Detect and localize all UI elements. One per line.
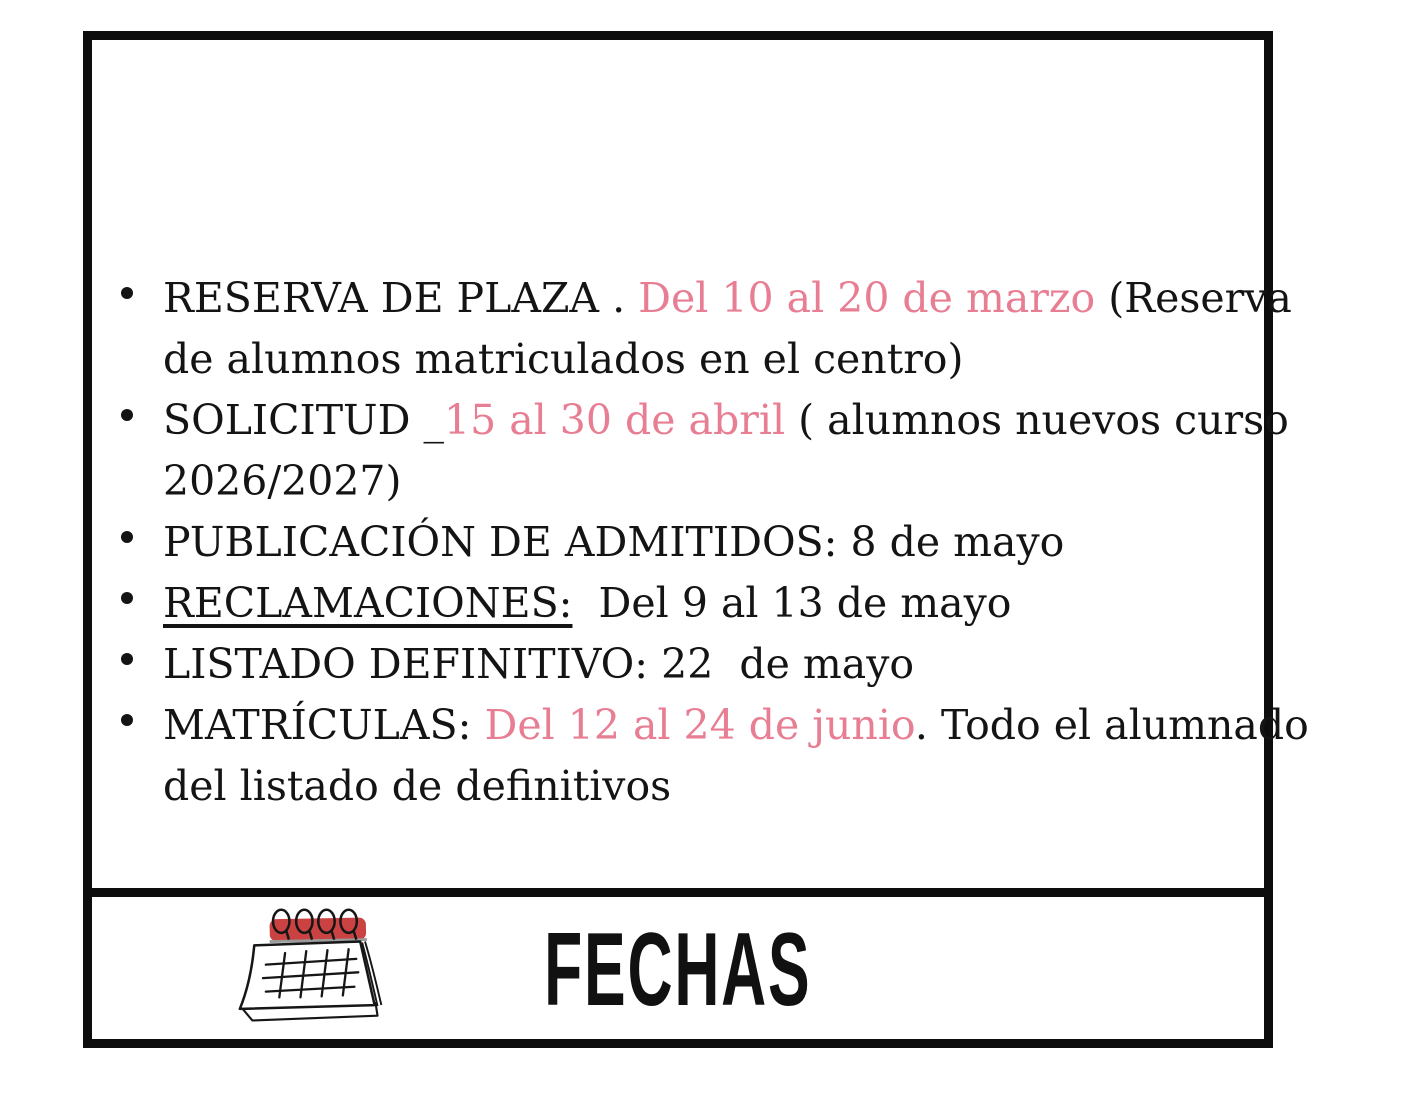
date-text-segment: . Todo el alumnado [914, 701, 1309, 749]
bullet-dot [121, 653, 133, 665]
list-item [92, 573, 1264, 634]
date-text-line [163, 756, 1264, 817]
bullet-dot [121, 531, 133, 543]
date-text-segment: LISTADO DEFINITIVO: 22 de mayo [163, 640, 915, 688]
list-item [92, 268, 1292, 390]
date-text-segment: RESERVA DE PLAZA . [163, 274, 639, 322]
date-text-segment: Del 9 al 13 de mayo [572, 579, 1012, 627]
date-text-line [163, 390, 1289, 451]
date-text-segment: PUBLICACIÓN DE ADMITIDOS: 8 de mayo [163, 518, 1065, 566]
date-text-line [163, 268, 1292, 329]
bullet-dot [121, 592, 133, 604]
footer-banner [83, 888, 1273, 1048]
date-text-segment: ( alumnos nuevos curso [785, 396, 1289, 444]
date-text-segment: MATRÍCULAS: [163, 701, 485, 749]
bullet-dot [121, 714, 133, 726]
footer-title: FECHAS [544, 911, 812, 1028]
list-item [92, 512, 1264, 573]
date-text-line [163, 451, 1264, 512]
date-text-segment: Del 12 al 24 de junio [484, 701, 915, 749]
date-text-segment: 15 al 30 de abril [444, 396, 786, 444]
dates-panel [83, 31, 1309, 897]
bullet-dot [121, 409, 133, 421]
calendar-icon [228, 903, 398, 1033]
bullet-dot [121, 287, 133, 299]
date-text-line [163, 634, 1264, 695]
date-text-segment: de alumnos matriculados en el centro) [163, 335, 964, 383]
date-text-segment: 2026/2027) [163, 457, 402, 505]
list-item [92, 390, 1289, 512]
date-text-segment: del listado de definitivos [163, 762, 672, 810]
dates-list [92, 268, 1309, 817]
date-text-segment: Del 10 al 20 de marzo [638, 274, 1096, 322]
list-item [92, 695, 1309, 817]
date-text-segment: SOLICITUD _ [163, 396, 444, 444]
date-text-line [163, 512, 1264, 573]
date-text-line [163, 329, 1264, 390]
date-text-segment: RECLAMACIONES: [163, 579, 573, 627]
list-item [92, 634, 1264, 695]
date-text-segment: (Reserva [1095, 274, 1292, 322]
date-text-line [163, 573, 1264, 634]
date-text-line [163, 695, 1309, 756]
